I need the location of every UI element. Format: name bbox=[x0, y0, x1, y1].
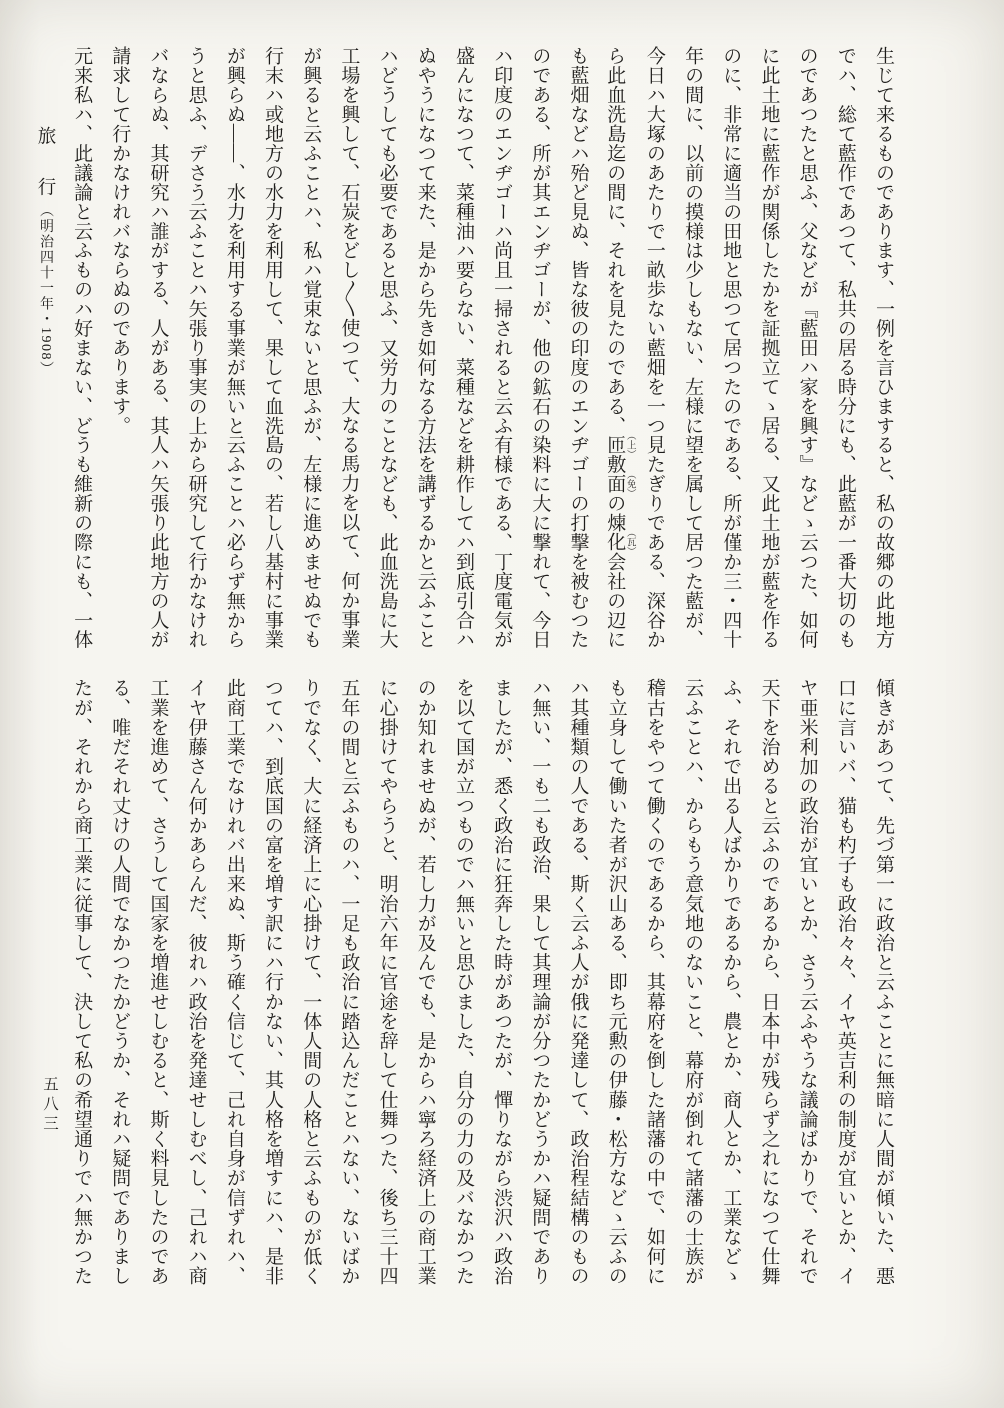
text-column: ら此血洗島迄の間に、それを見たのである、匝 （上）敷面 （免）の煉化 （瓦）会社の辺に bbox=[604, 46, 635, 649]
marginal-correction: （上） bbox=[624, 430, 635, 459]
text-column: 稽古をやつて働くのであるから、其幕府を倒した諸藩の中で、如何に bbox=[643, 678, 665, 1286]
text-column: 行末ハ或地方の水力を利用して、果して血洗島の、若し八基村に事業 bbox=[262, 46, 283, 649]
top-text-block bbox=[60, 46, 902, 649]
marginal-correction: （免） bbox=[624, 469, 635, 498]
text-column: も藍畑などハ殆ど見ぬ、皆な彼の印度のエンヂゴーの打撃を被むつた bbox=[567, 46, 589, 649]
text-column: ハ印度のエンヂゴーハ尚且一掃されると云ふ有様である、丁度電気が bbox=[491, 46, 513, 649]
text-column: ふ、それで出る人ばかりであるから、農とか、商人とか、工業などゝ bbox=[720, 678, 742, 1286]
text-column: のであつたと思ふ、父などが『藍田ハ家を興す』などゝ云つた、如何 bbox=[796, 46, 818, 649]
text-column: バならぬ、其研究ハ誰がする、人がある、其人ハ矢張り此地方の人が bbox=[147, 46, 169, 649]
text-column: 工場を興して、石炭をどし〱使つて、大なる馬力を以て、何か事業 bbox=[338, 46, 360, 649]
text-column: 天下を治めると云ふのであるから、日本中が残らず之れになつて仕舞 bbox=[758, 678, 780, 1286]
text-column: 云ふことハ、からもう意気地のないこと、幕府が倒れて諸藩の士族が bbox=[682, 678, 704, 1286]
text-column: も立身して働いた者が沢山ある、即ち元勲の伊藤・松方などゝ云ふの bbox=[605, 678, 627, 1286]
text-column: 今日ハ大塚のあたりで一畝歩ない藍畑を一つ見たぎりである、深谷か bbox=[643, 46, 665, 649]
text-column: ましたが、悉く政治に狂奔した時があつたが、憚りながら渋沢ハ政治 bbox=[491, 678, 513, 1286]
text-column: 此商工業でなけれバ出来ぬ、斯う確く信じて、己れ自身が信ずれハ、 bbox=[223, 678, 245, 1286]
text-column: 生じて来るものであります、一例を言ひますると、私の故郷の此地方 bbox=[873, 46, 894, 649]
annotated-character: 匝 （上） bbox=[604, 430, 635, 459]
text-column: を以て国が立つものでハ無いと思ひました、自分の力の及バなかつた bbox=[452, 678, 474, 1286]
text-column: のに、非常に適当の田地と思つて居つたのである、所が僅か三・四十 bbox=[720, 46, 742, 649]
document-title-date: （明治四十一年・1908） bbox=[38, 202, 53, 376]
text-column: ヤ亜米利加の政治が宜いとか、さう云ふやうな議論ばかりで、それで bbox=[796, 678, 818, 1286]
text-column: 五年の間と云ふものハ、一足も政治に踏込んだことハない、ないばか bbox=[338, 678, 360, 1286]
text-column: ぬやうになつて来た、是から先き如何なる方法を講ずるかと云ふこと bbox=[414, 46, 436, 649]
text-column: に心掛けてやらうと、明治六年に官途を辞して仕舞つた、後ち三十四 bbox=[376, 678, 398, 1286]
text-column: つてハ、到底国の富を増す訳にハ行かない、其人格を増すにハ、是非 bbox=[262, 678, 283, 1286]
text-column: 請求して行かなけれバならぬのであります。 bbox=[109, 46, 131, 435]
text-column: のである、所が其エンヂゴーが、他の鉱石の染料に大に撃れて、今日 bbox=[529, 46, 551, 649]
text-column: に此土地に藍作が関係したかを証拠立てゝ居る、又此土地が藍を作る bbox=[758, 46, 780, 649]
text-column: のか知れませぬが、若し力が及んでも、是からハ寧ろ経済上の商工業 bbox=[414, 678, 436, 1286]
text-column: 口に言いバ、猫も杓子も政治々々、イヤ英吉利の制度が宜いとか、イ bbox=[834, 678, 856, 1286]
text-column: が興らぬ――、水力を利用する事業が無いと云ふことハ必らず無から bbox=[223, 46, 245, 649]
text-column: が興ると云ふことハ、私ハ覚束ないと思ふが、左様に進めませぬでも bbox=[300, 46, 322, 649]
text-column: る、唯だそれ丈けの人間でなかつたかどうか、それハ疑問でありまし bbox=[109, 678, 131, 1286]
text-column: ハ其種類の人である、斯く云ふ人が俄に発達して、政治程結構のもの bbox=[567, 678, 589, 1286]
marginal-correction: （瓦） bbox=[624, 527, 635, 557]
text-column: りでなく、大に経済上に心掛けて、一体人間の人格と云ふものが低く bbox=[300, 678, 322, 1286]
annotated-character: 面 （免） bbox=[604, 469, 635, 498]
running-title bbox=[28, 126, 62, 586]
bottom-text-block bbox=[60, 678, 902, 1296]
document-title: 旅 行 bbox=[35, 126, 55, 203]
page-number: 五八三 bbox=[41, 1076, 58, 1135]
text-column: 傾きがあつて、先づ第一に政治と云ふことに無暗に人間が傾いた、悪 bbox=[873, 678, 894, 1286]
text-column: イヤ伊藤さん何かあらんだ、彼れハ政治を発達せしむべし、己れハ商 bbox=[185, 678, 207, 1286]
text-column: 盛んになつて、菜種油ハ要らない、菜種などを耕作してハ到底引合ハ bbox=[452, 46, 474, 649]
text-column: 工業を進めて、さうして国家を増進せしむると、斯く料見したのであ bbox=[147, 678, 169, 1286]
text-column: ハ無い、一も二も政治、果して其理論が分つたかどうかハ疑問であり bbox=[529, 678, 551, 1286]
text-column: ハどうしても必要であると思ふ、又労力のことなども、此血洗島に大 bbox=[376, 46, 398, 649]
text-column: 年の間に、以前の摸様は少しもない、左様に望を属して居つた藍が、 bbox=[682, 46, 704, 649]
annotated-character: 化 （瓦） bbox=[604, 527, 635, 557]
text-column: うと思ふ、デさう云ふことハ矢張り事実の上から研究して行かなけれ bbox=[185, 46, 207, 649]
text-column: たが、それから商工業に従事して、決して私の希望通りでハ無かつた bbox=[71, 678, 93, 1286]
text-column: 元来私ハ、此議論と云ふものハ好まない、どうも維新の際にも、一体 bbox=[71, 46, 93, 649]
text-column: でハ、総て藍作であつて、私共の居る時分にも、此藍が一番大切のも bbox=[834, 46, 856, 649]
